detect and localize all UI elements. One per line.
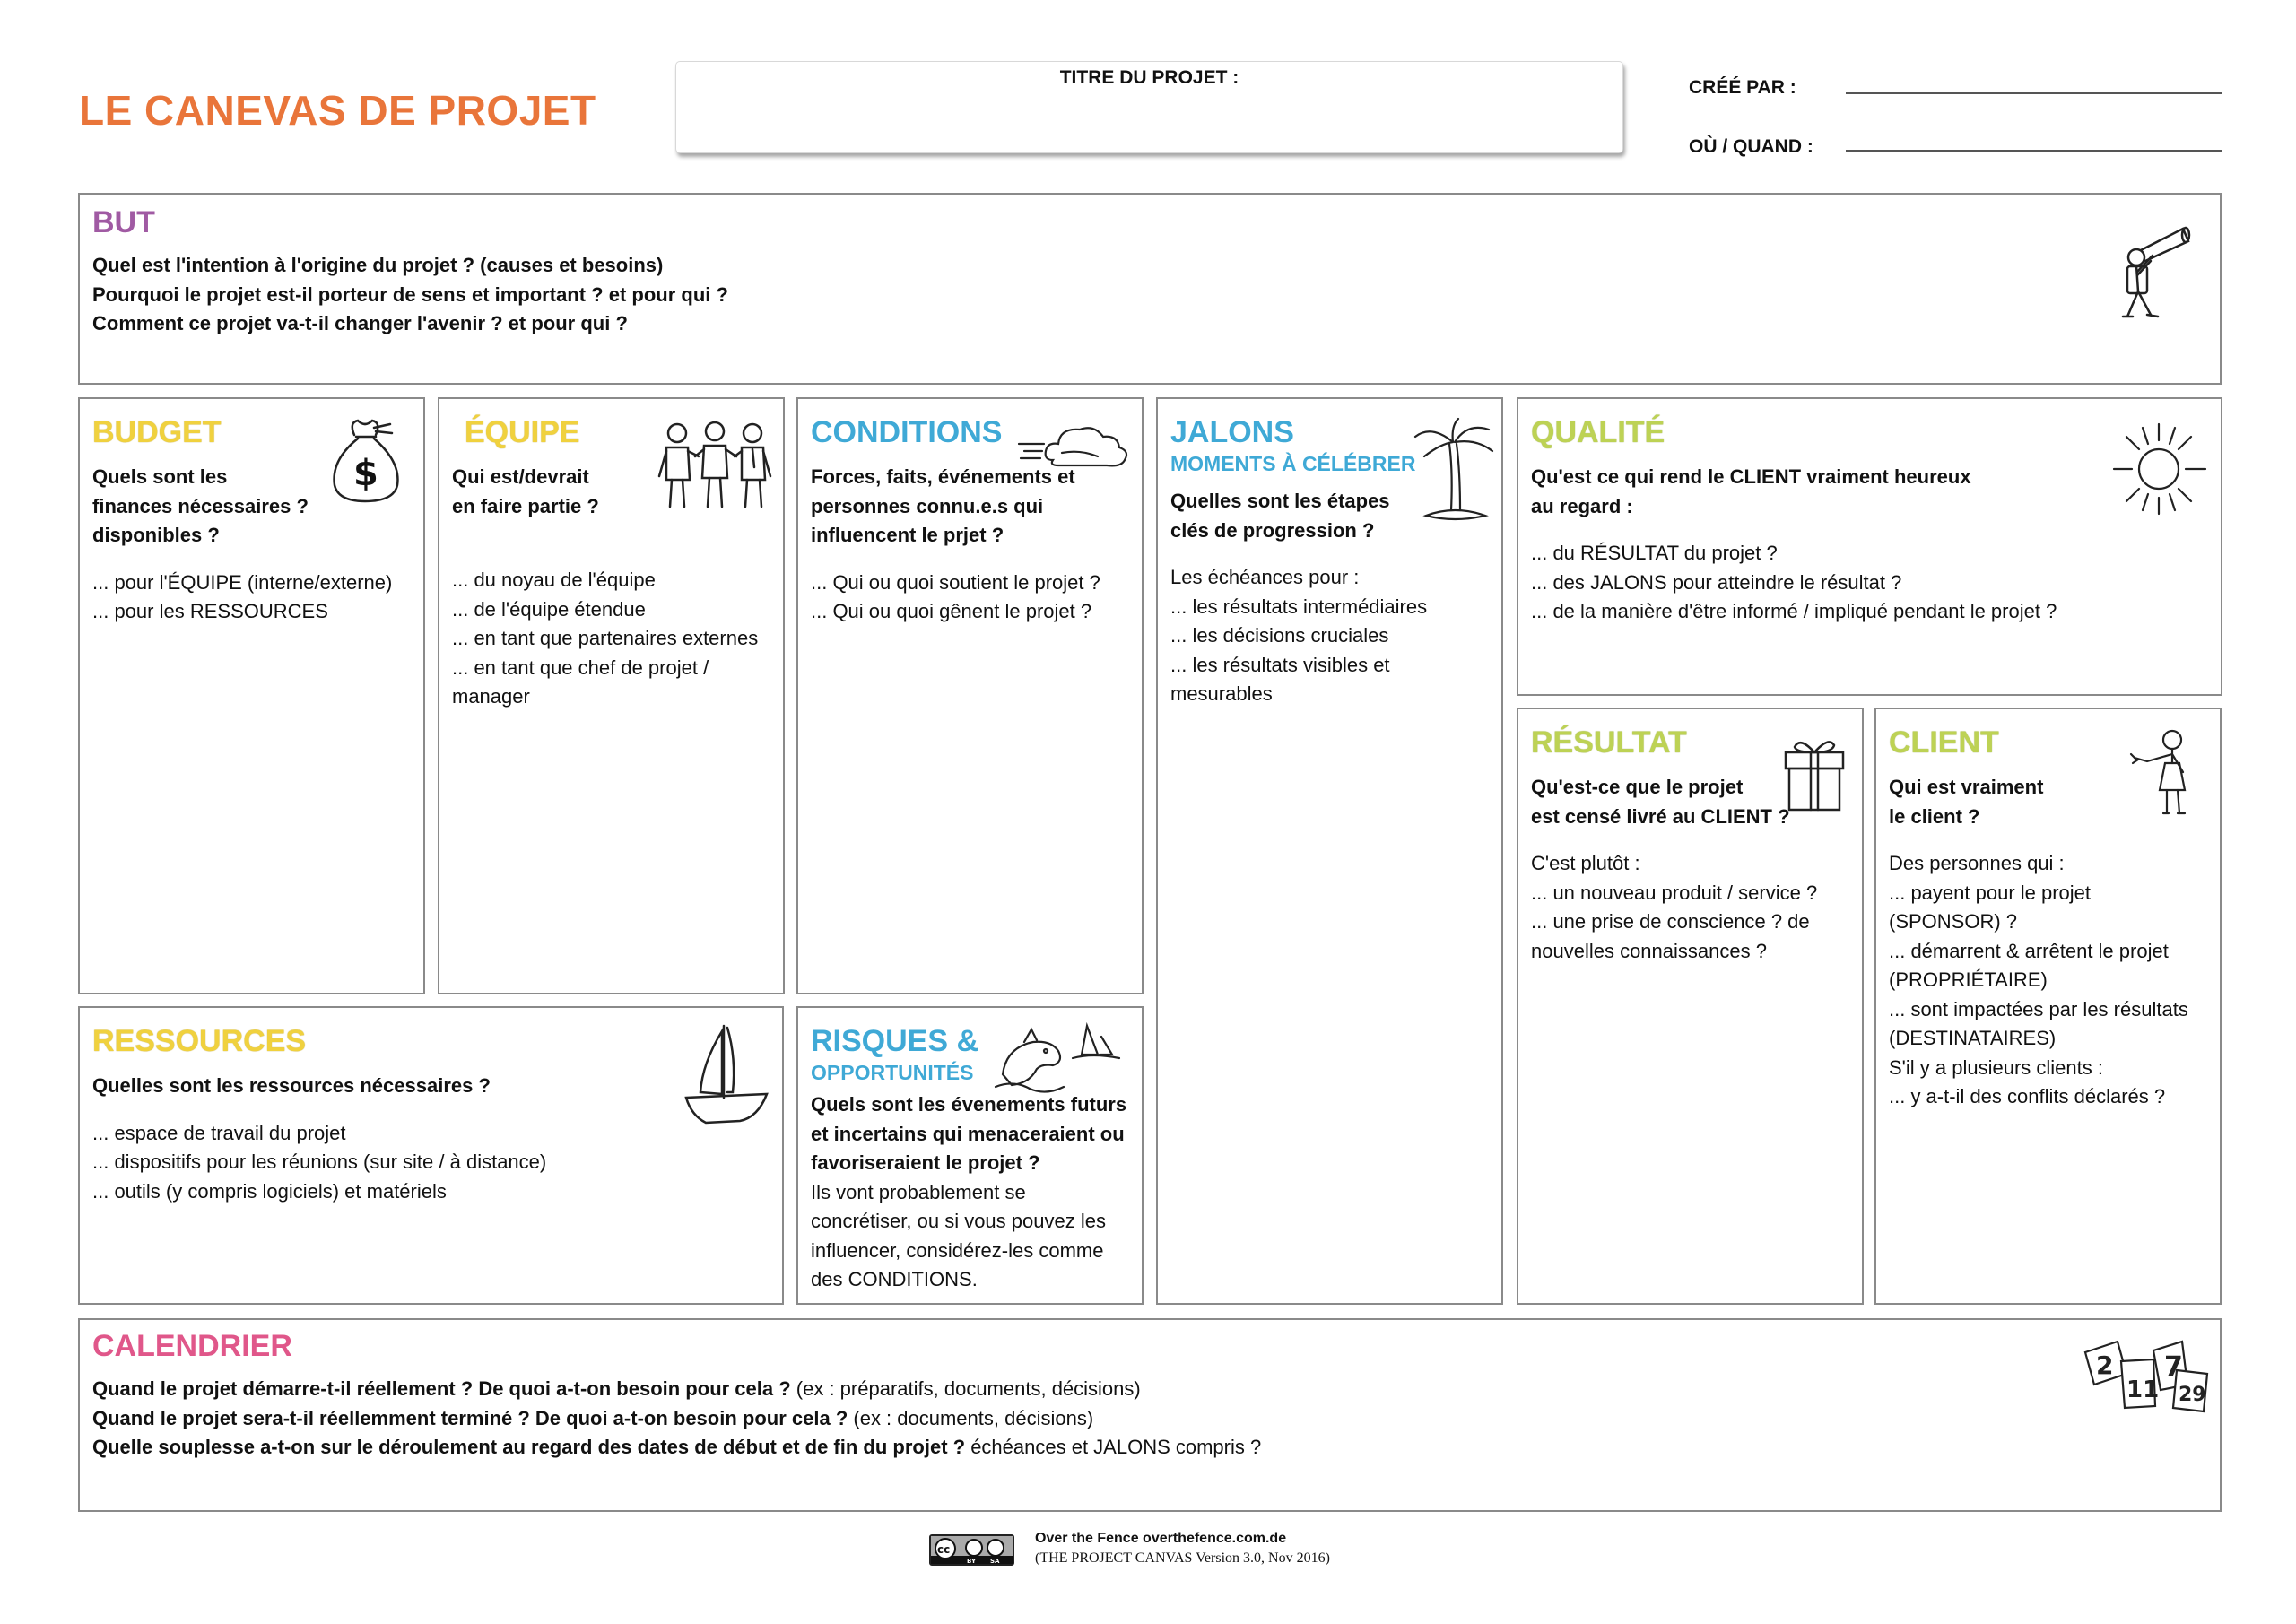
- resultat-items: [1531, 849, 1849, 966]
- ressources-item: ... espace de travail du projet: [92, 1121, 346, 1144]
- sailboat-icon: [683, 1022, 772, 1134]
- resultat-item: C'est plutôt :: [1531, 852, 1640, 874]
- cc-by-text: BY: [967, 1558, 977, 1565]
- equipe-heading: ÉQUIPE: [465, 415, 580, 449]
- risques-section[interactable]: [796, 1006, 1144, 1305]
- cloud-wind-icon: [1017, 417, 1134, 484]
- jalons-question-line: Quelles sont les étapes: [1170, 490, 1390, 512]
- cc-sa-text: SA: [990, 1558, 1000, 1565]
- risques-question-line: et incertains qui menaceraient ou: [811, 1122, 1125, 1145]
- qualite-question-line: Qu'est ce qui rend le CLIENT vraiment heureux: [1531, 465, 1971, 488]
- equipe-item: ... de l'équipe étendue: [452, 597, 646, 621]
- client-item: ... sont impactées par les résultats: [1889, 997, 2188, 1020]
- created-by-line[interactable]: [1846, 92, 2222, 94]
- qualite-heading: QUALITÉ: [1531, 415, 1665, 449]
- conditions-question-line: Forces, faits, événements et: [811, 465, 1075, 488]
- risques-item: influencer, considérez-les comme: [811, 1238, 1104, 1262]
- conditions-item: ... Qui ou quoi soutient le projet ?: [811, 570, 1100, 594]
- ressources-section[interactable]: [78, 1006, 784, 1305]
- calendrier-line-normal: (ex : documents, décisions): [848, 1406, 1094, 1429]
- but-questions: [92, 251, 2207, 339]
- qualite-question-line: au regard :: [1531, 494, 1633, 517]
- budget-item: ... pour l'ÉQUIPE (interne/externe): [92, 570, 393, 594]
- cc-license-badge: [929, 1534, 1014, 1566]
- qualite-item: ... des JALONS pour atteindre le résultat ?: [1531, 570, 1902, 594]
- calendrier-line-bold: Quelle souplesse a-t-on sur le déroulement au regard des dates de début et de fin du projet ?: [92, 1436, 966, 1458]
- calendrier-line-normal: échéances et JALONS compris ?: [965, 1436, 1262, 1458]
- calendar-pages-icon: [2082, 1334, 2216, 1429]
- cc-license-text: cc: [937, 1543, 951, 1556]
- resultat-heading: RÉSULTAT: [1531, 725, 1687, 760]
- resultat-item: ... une prise de conscience ? de: [1531, 910, 1810, 933]
- calendrier-lines: [92, 1375, 2207, 1463]
- budget-question-line: finances nécessaires ?: [92, 494, 309, 517]
- jalons-item: Les échéances pour :: [1170, 566, 1360, 588]
- equipe-item: ... en tant que chef de projet /: [452, 656, 709, 679]
- client-item: ... démarrent & arrêtent le projet: [1889, 939, 2169, 962]
- client-item: (DESTINATAIRES): [1889, 1027, 2057, 1049]
- calendar-number: 2: [2096, 1350, 2114, 1380]
- qualite-section[interactable]: [1517, 397, 2222, 696]
- calendrier-line-bold: Quand le projet démarre-t-il réellement ? De quoi a-t-on besoin pour cela ?: [92, 1377, 791, 1400]
- jalons-item: ... les résultats intermédiaires: [1170, 595, 1428, 618]
- risques-item: Ils vont probablement se: [811, 1180, 1026, 1203]
- but-heading: BUT: [92, 205, 155, 239]
- conditions-question-line: personnes connu.e.s qui: [811, 494, 1044, 517]
- calendar-number: 11: [2126, 1376, 2160, 1403]
- jalons-item: ... les décisions cruciales: [1170, 624, 1389, 647]
- conditions-section[interactable]: [796, 397, 1144, 994]
- client-item: ... payent pour le projet: [1889, 881, 2092, 904]
- page-title: LE CANEVAS DE PROJET: [79, 87, 596, 134]
- palm-island-icon: [1413, 417, 1494, 529]
- team-people-icon: [659, 421, 776, 524]
- ressources-items: [92, 1119, 770, 1207]
- risques-item: concrétiser, ou si vous pouvez les: [811, 1210, 1106, 1232]
- telescope-person-icon: [2100, 220, 2199, 332]
- calendrier-line-normal: (ex : préparatifs, documents, décisions): [790, 1377, 1141, 1400]
- budget-section[interactable]: [78, 397, 425, 994]
- resultat-question-line: Qu'est-ce que le projet: [1531, 776, 1744, 798]
- dolphin-shark-icon: [994, 1020, 1128, 1106]
- jalons-section[interactable]: [1156, 397, 1503, 1305]
- resultat-item: ... un nouveau produit / service ?: [1531, 881, 1818, 904]
- risques-items: [811, 1178, 1129, 1295]
- gift-box-icon: [1784, 733, 1847, 818]
- risques-question-line: Quels sont les évenements futurs: [811, 1093, 1127, 1116]
- calendrier-line: [92, 1433, 2207, 1463]
- qualite-item: ... du RÉSULTAT du projet ?: [1531, 542, 1778, 564]
- client-question-line: Qui est vraiment: [1889, 776, 2044, 798]
- but-line: Pourquoi le projet est-il porteur de sens et important ? et pour qui ?: [92, 282, 728, 306]
- calendrier-line-bold: Quand le projet sera-t-il réellemment terminé ? De quoi a-t-on besoin pour cela ?: [92, 1406, 848, 1429]
- footer-credit: Over the Fence overthefence.com.de: [1035, 1531, 1287, 1546]
- client-items: [1889, 849, 2207, 1112]
- but-section[interactable]: [78, 193, 2222, 385]
- jalons-item: mesurables: [1170, 682, 1273, 705]
- ressources-item: ... outils (y compris logiciels) et matériels: [92, 1179, 447, 1203]
- sun-icon: [2107, 421, 2214, 524]
- created-by-label: CRÉÉ PAR :: [1689, 77, 1796, 98]
- but-line: Comment ce projet va-t-il changer l'avenir ? et pour qui ?: [92, 312, 628, 334]
- ressources-question: [92, 1072, 770, 1101]
- but-line: Quel est l'intention à l'origine du projet ? (causes et besoins): [92, 254, 664, 276]
- conditions-item: ... Qui ou quoi gênent le projet ?: [811, 600, 1092, 622]
- project-title-label: TITRE DU PROJET :: [1059, 67, 1239, 88]
- where-when-label: OÙ / QUAND :: [1689, 136, 1813, 157]
- calendrier-heading: CALENDRIER: [92, 1329, 292, 1363]
- equipe-section[interactable]: [438, 397, 785, 994]
- risques-item: des CONDITIONS.: [811, 1268, 978, 1290]
- resultat-item: nouvelles connaissances ?: [1531, 939, 1767, 962]
- calendar-number: 29: [2179, 1384, 2206, 1406]
- client-section[interactable]: [1874, 708, 2222, 1305]
- ressources-question-line: Quelles sont les ressources nécessaires ?: [92, 1074, 491, 1097]
- client-item: (PROPRIÉTAIRE): [1889, 968, 2048, 991]
- budget-question-line: Quels sont les: [92, 465, 228, 488]
- equipe-items: [452, 566, 770, 712]
- project-title-field[interactable]: [675, 61, 1623, 153]
- resultat-section[interactable]: [1517, 708, 1864, 1305]
- budget-question-line: disponibles ?: [92, 524, 220, 546]
- money-bag-icon: $: [322, 415, 412, 509]
- budget-item: ... pour les RESSOURCES: [92, 600, 328, 622]
- conditions-question-line: influencent le prjet ?: [811, 524, 1004, 546]
- conditions-heading: CONDITIONS: [811, 415, 1003, 449]
- risques-heading: RISQUES &: [811, 1024, 979, 1058]
- conditions-items: [811, 569, 1129, 627]
- jalons-items: [1170, 563, 1489, 709]
- equipe-question-line: Qui est/devrait: [452, 465, 589, 488]
- jalons-heading: JALONS: [1170, 415, 1294, 449]
- waving-person-icon: [2129, 727, 2201, 830]
- client-heading: CLIENT: [1889, 725, 1999, 760]
- ressources-item: ... dispositifs pour les réunions (sur site / à distance): [92, 1151, 547, 1173]
- qualite-items: [1531, 539, 2208, 627]
- qualite-item: ... de la manière d'être informé / impliqué pendant le projet ?: [1531, 600, 2057, 622]
- client-item: Des personnes qui :: [1889, 852, 2065, 874]
- jalons-subheading: MOMENTS À CÉLÉBRER: [1170, 452, 1416, 475]
- equipe-item: manager: [452, 685, 530, 708]
- calendrier-line: [92, 1404, 2207, 1434]
- calendrier-line: [92, 1375, 2207, 1404]
- client-item: (SPONSOR) ?: [1889, 910, 2018, 933]
- client-item: ... y a-t-il des conflits déclarés ?: [1889, 1085, 2166, 1107]
- client-item: S'il y a plusieurs clients :: [1889, 1055, 2103, 1079]
- budget-items: [92, 569, 411, 627]
- equipe-question-line: en faire partie ?: [452, 494, 599, 517]
- jalons-question-line: clés de progression ?: [1170, 518, 1375, 542]
- where-when-line[interactable]: [1846, 150, 2222, 152]
- calendar-number: 7: [2164, 1351, 2183, 1383]
- ressources-heading: RESSOURCES: [92, 1024, 307, 1058]
- budget-heading: BUDGET: [92, 415, 222, 449]
- jalons-item: ... les résultats visibles et: [1170, 653, 1390, 676]
- equipe-item: ... en tant que partenaires externes: [452, 627, 759, 649]
- resultat-question-line: est censé livré au CLIENT ?: [1531, 804, 1790, 828]
- risques-subheading: OPPORTUNITÉS: [811, 1061, 974, 1084]
- risques-question-line: favoriseraient le projet ?: [811, 1151, 1040, 1174]
- client-question-line: le client ?: [1889, 804, 1980, 828]
- equipe-item: ... du noyau de l'équipe: [452, 569, 656, 591]
- footer-version: (THE PROJECT CANVAS Version 3.0, Nov 2016): [1035, 1550, 1330, 1566]
- calendrier-section[interactable]: [78, 1318, 2222, 1512]
